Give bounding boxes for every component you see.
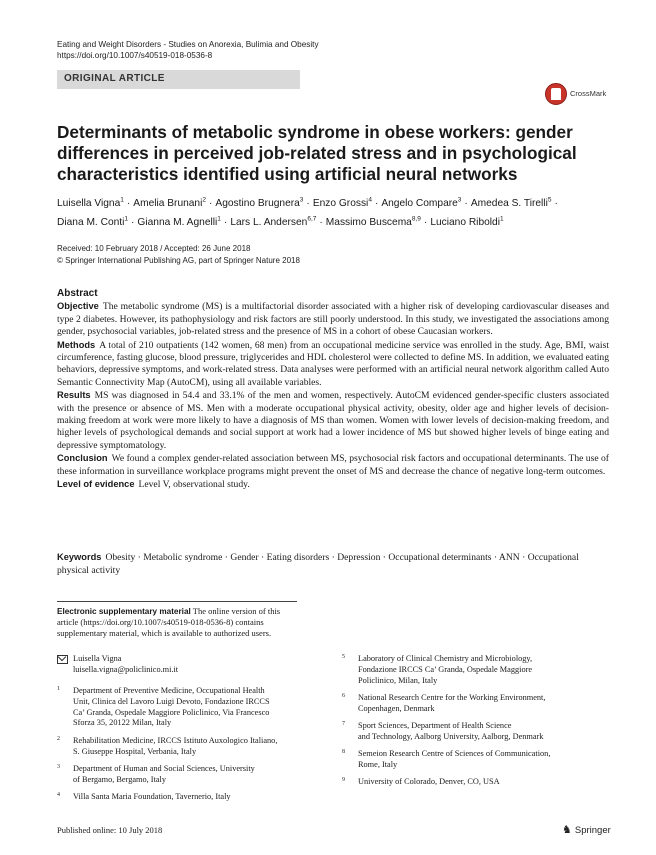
affiliation-number: 8: [342, 749, 345, 755]
author-name[interactable]: Lars L. Andersen$^{6,7}$: [230, 215, 317, 228]
author-name[interactable]: Angelo Compare$^3$: [381, 197, 462, 210]
affiliation-text: Semeion Research Centre of Sciences of Communication, Rome, Italy: [358, 749, 551, 769]
keywords: [57, 551, 609, 577]
abstract-conclusion: [57, 452, 609, 478]
author-separator: ·: [319, 216, 323, 228]
author-affiliation-marker: 1: [120, 197, 124, 204]
author-name[interactable]: Enzo Grossi$^4$: [312, 197, 372, 210]
author-name[interactable]: Massimo Buscema$^{8,9}$: [325, 215, 421, 228]
affiliation-number: 9: [342, 777, 345, 783]
author-separator: ·: [464, 198, 468, 210]
author-affiliation-marker: 3: [457, 197, 462, 204]
author-list: [57, 193, 617, 230]
abstract-heading: Abstract: [57, 288, 98, 299]
keywords-text: Obesity · Metabolic syndrome · Gender · Eating disorders · Depression · Occupational determinants · ANN · Occupational physical activity: [57, 552, 579, 576]
methods-text: A total of 210 outpatients (142 women, 68 men) from an occupational medicine service was enrolled in the study. Age, BMI, waist circumference, fasting glucose, blood pressure, triglycerides and HDL cholesterol were collected to define MS. In addition, we evaluated eating behaviors, depressive symptoms, and work-related stress. Data analyses were performed with an artificial neural network algorithm called Auto Semantic Connectivity Map (AutoCM), using all available variables.: [57, 339, 609, 388]
results-label: Results: [57, 390, 91, 401]
copyright-notice: © Springer International Publishing AG, part of Springer Nature 2018: [57, 255, 300, 265]
affiliation-text: Rehabilitation Medicine, IRCCS Istituto Auxologico Italiano, S. Giuseppe Hospital, Verbania, Italy: [73, 736, 278, 756]
article-dates: [57, 243, 300, 266]
author-name[interactable]: Diana M. Conti$^1$: [57, 215, 129, 228]
received-accepted-dates: Received: 10 February 2018 / Accepted: 26 June 2018: [57, 244, 251, 253]
affiliation-number: 6: [342, 693, 345, 699]
author-name[interactable]: Luisella Vigna$^1$: [57, 197, 124, 210]
affiliation-text: Villa Santa Maria Foundation, Tavernerio, Italy: [73, 792, 231, 801]
author-separator: ·: [374, 198, 379, 210]
author-name[interactable]: Amedea S. Tirelli$^5$: [470, 197, 552, 210]
envelope-icon: [57, 655, 68, 664]
author-separator: ·: [423, 216, 428, 228]
corresponding-author: [73, 654, 178, 676]
affiliation-text: University of Colorado, Denver, CO, USA: [358, 777, 500, 786]
article-title: Determinants of metabolic syndrome in obese workers: gender differences in perceived job-related stress and in psychological characteristics identified using artificial neural networks: [57, 122, 577, 184]
abstract-methods: [57, 339, 609, 390]
published-date: Published online: 10 July 2018: [57, 825, 163, 835]
abstract-objective: [57, 300, 609, 338]
supplementary-text: The online version of this article (https://doi.org/10.1007/s40519-018-0536-8) contains supplementary material, which is available to authorized users.: [57, 606, 281, 639]
methods-label: Methods: [57, 339, 96, 350]
affiliation-number: 3: [57, 764, 60, 770]
author-affiliation-marker: 4: [368, 197, 372, 204]
author-separator: ·: [306, 198, 310, 210]
journal-name: Eating and Weight Disorders - Studies on Anorexia, Bulimia and Obesity: [57, 40, 319, 49]
affiliation-text: National Research Centre for the Working Environment, Copenhagen, Denmark: [358, 693, 546, 713]
publisher-name: Springer: [574, 825, 611, 836]
abstract-results: [57, 389, 609, 452]
author-affiliation-marker: 3: [299, 197, 304, 204]
abstract: [57, 288, 609, 492]
crossmark-label: CrossMark: [570, 89, 607, 98]
conclusion-text: We found a complex gender-related association between MS, psychosocial risk factors and occupational determinants. The use of these information in surveillance workplace programs might prevent the onset of MS and decrease the chance of negative long-term outcomes.: [57, 453, 609, 477]
journal-doi-link[interactable]: https://doi.org/10.1007/s40519-018-0536-8: [57, 51, 213, 60]
supplementary-label: Electronic supplementary material: [57, 607, 191, 616]
author-affiliation-marker: 8,9: [411, 215, 421, 223]
author-affiliation-marker: 5: [547, 197, 552, 204]
crossmark-badge[interactable]: [545, 83, 625, 105]
author-separator: ·: [209, 198, 213, 210]
author-separator: ·: [131, 216, 135, 228]
supplementary-note: [57, 606, 299, 640]
author-affiliation-marker: 2: [202, 197, 206, 204]
author-separator: ·: [126, 198, 131, 210]
affiliation-text: Laboratory of Clinical Chemistry and Microbiology, Fondazione IRCCS Ca’ Granda, Ospedale Maggiore Policlinico, Milan, Italy: [358, 654, 533, 685]
footnote-divider: [57, 601, 297, 602]
crossmark-icon: [545, 83, 567, 105]
affiliation-number: 1: [57, 686, 60, 692]
author-name[interactable]: Luciano Riboldi$^1$: [430, 215, 504, 228]
corresponding-name: Luisella Vigna: [73, 654, 122, 663]
author-affiliation-marker: 1: [124, 215, 129, 223]
author-affiliation-marker: 1: [217, 215, 221, 223]
journal-header: [57, 39, 319, 61]
author-separator: ·: [554, 198, 558, 210]
affiliation-text: Sport Sciences, Department of Health Science and Technology, Aalborg University, Aalborg, Denmark: [358, 721, 544, 741]
affiliation-number: 5: [342, 654, 345, 660]
author-name[interactable]: Amelia Brunani$^2$: [133, 197, 206, 210]
objective-text: The metabolic syndrome (MS) is a multifactorial disorder associated with a higher risk of developing cardiovascular diseases and type 2 diabetes. However, its pathophysiology and risk factors are still poorly understood. In this study, we investigated the associations among gender, psychosocial variables, job-related stress and the presence of MS in a cohort of obese Caucasian workers.: [57, 301, 609, 338]
results-text: MS was diagnosed in 54.4 and 33.1% of the men and women, respectively. AutoCM evidenced gender-specific clusters associated with the presence or absence of MS. Men with a moderate occupational physical activity, obesity, older age and higher levels of decision-making freedom at work were more likely to have a diagnosis of MS than women. Women with lower levels of decision-making freedom, and higher levels of psychological demands and social support at work had a lower incidence of MS but showed higher levels of binge eating and depressive symptomatology.: [57, 390, 609, 451]
author-name[interactable]: Gianna M. Agnelli$^1$: [137, 215, 221, 228]
affiliation-number: 4: [57, 792, 60, 798]
conclusion-label: Conclusion: [57, 453, 108, 464]
springer-horse-icon: ♞: [562, 824, 572, 836]
affiliation-number: 7: [342, 721, 345, 727]
evidence-label: Level of evidence: [57, 479, 135, 490]
affiliation-text: Department of Preventive Medicine, Occupational Health Unit, Clinica del Lavoro Luigi Devoto, Fondazione IRCCS Ca’ Granda, Ospedale Maggiore Policlinico, Via Francesco Sforza 35, 20122 Milan, Italy: [73, 686, 270, 728]
author-separator: ·: [223, 216, 228, 228]
article-type-bar: [57, 70, 300, 89]
article-type-label: ORIGINAL ARTICLE: [64, 73, 165, 84]
objective-label: Objective: [57, 301, 99, 312]
author-name[interactable]: Agostino Brugnera$^3$: [215, 197, 304, 210]
abstract-evidence: [57, 478, 609, 491]
publisher-logo[interactable]: [562, 823, 611, 836]
author-affiliation-marker: 6,7: [307, 215, 317, 223]
author-affiliation-marker: 1: [499, 215, 504, 223]
corresponding-email[interactable]: luisella.vigna@policlinico.mi.it: [73, 664, 179, 674]
evidence-text: Level V, observational study.: [138, 479, 250, 491]
keywords-label: Keywords: [57, 552, 102, 562]
author-line: [57, 211, 617, 229]
affiliation-text: Department of Human and Social Sciences, University of Bergamo, Bergamo, Italy: [73, 764, 255, 784]
author-line: [57, 193, 617, 211]
affiliation-number: 2: [57, 736, 60, 742]
